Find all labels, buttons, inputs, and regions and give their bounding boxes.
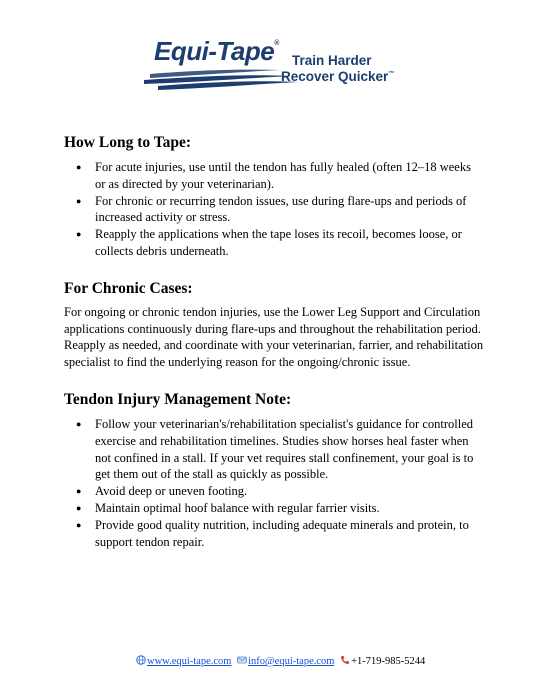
equi-tape-logo: [140, 36, 410, 94]
bullet-icon: ●: [76, 502, 82, 513]
list-item: ● For chronic or recurring tendon issues, use during flare-ups and periods of increased activity or stress.: [76, 193, 467, 225]
heading-chronic: For Chronic Cases:: [64, 279, 193, 297]
heading-how-long: How Long to Tape:: [64, 134, 192, 151]
email-icon: [237, 655, 247, 665]
document-body: [64, 133, 484, 550]
chronic-paragraph: For ongoing or chronic tendon injuries, use the Lower Leg Support and Circulation applications continuously during flare-ups and throughout the rehabilitation period. Reapply as needed, and coordinate with your veterinarian, farrier, and rehabilitation specialist to find the underlying reason for the ongoing/chronic issue.: [64, 304, 484, 370]
bullet-icon: ●: [76, 486, 82, 497]
section-how-long: [64, 133, 484, 260]
how-long-list: [64, 159, 484, 260]
website-link[interactable]: www.equi-tape.com: [147, 656, 232, 667]
logo-brand-name: Equi-Tape®: [154, 36, 279, 66]
bullet-icon: ●: [76, 519, 82, 530]
list-item: ● For acute injuries, use until the tendon has fully healed (often 12–18 weeks or as directed by your veterinarian).: [76, 160, 471, 191]
list-item: ● Avoid deep or uneven footing.: [76, 484, 248, 499]
bullet-icon: ●: [76, 229, 82, 240]
heading-management: Tendon Injury Management Note:: [64, 390, 292, 408]
logo-tagline-recover: Recover Quicker™: [281, 69, 395, 84]
phone-icon: [340, 655, 350, 665]
list-item: ● Reapply the applications when the tape loses its recoil, becomes loose, or collects debris underneath.: [76, 227, 462, 258]
footer-contact: [136, 655, 456, 667]
phone-number: +1-719-985-5244: [351, 656, 426, 667]
bullet-icon: ●: [76, 162, 82, 172]
management-list: [64, 416, 484, 550]
section-chronic: [64, 279, 484, 371]
list-item: ● Provide good quality nutrition, including adequate minerals and protein, to support tendon repair.: [76, 517, 469, 549]
globe-icon: [136, 655, 146, 665]
section-management: [64, 390, 484, 550]
list-item: ● Maintain optimal hoof balance with regular farrier visits.: [76, 500, 380, 515]
bullet-icon: ●: [76, 195, 82, 206]
logo-tagline-train: Train Harder: [292, 53, 372, 68]
email-link[interactable]: info@equi-tape.com: [248, 656, 335, 667]
list-item: ● Follow your veterinarian's/rehabilitation specialist's guidance for controlled exercise and rehabilitation timelines. Studies show horses heal faster when not confined in a stall. If your vet requires stall confinement, your goal is to get them out of the stall as quickly as possible.: [76, 416, 474, 482]
bullet-icon: ●: [76, 418, 82, 429]
